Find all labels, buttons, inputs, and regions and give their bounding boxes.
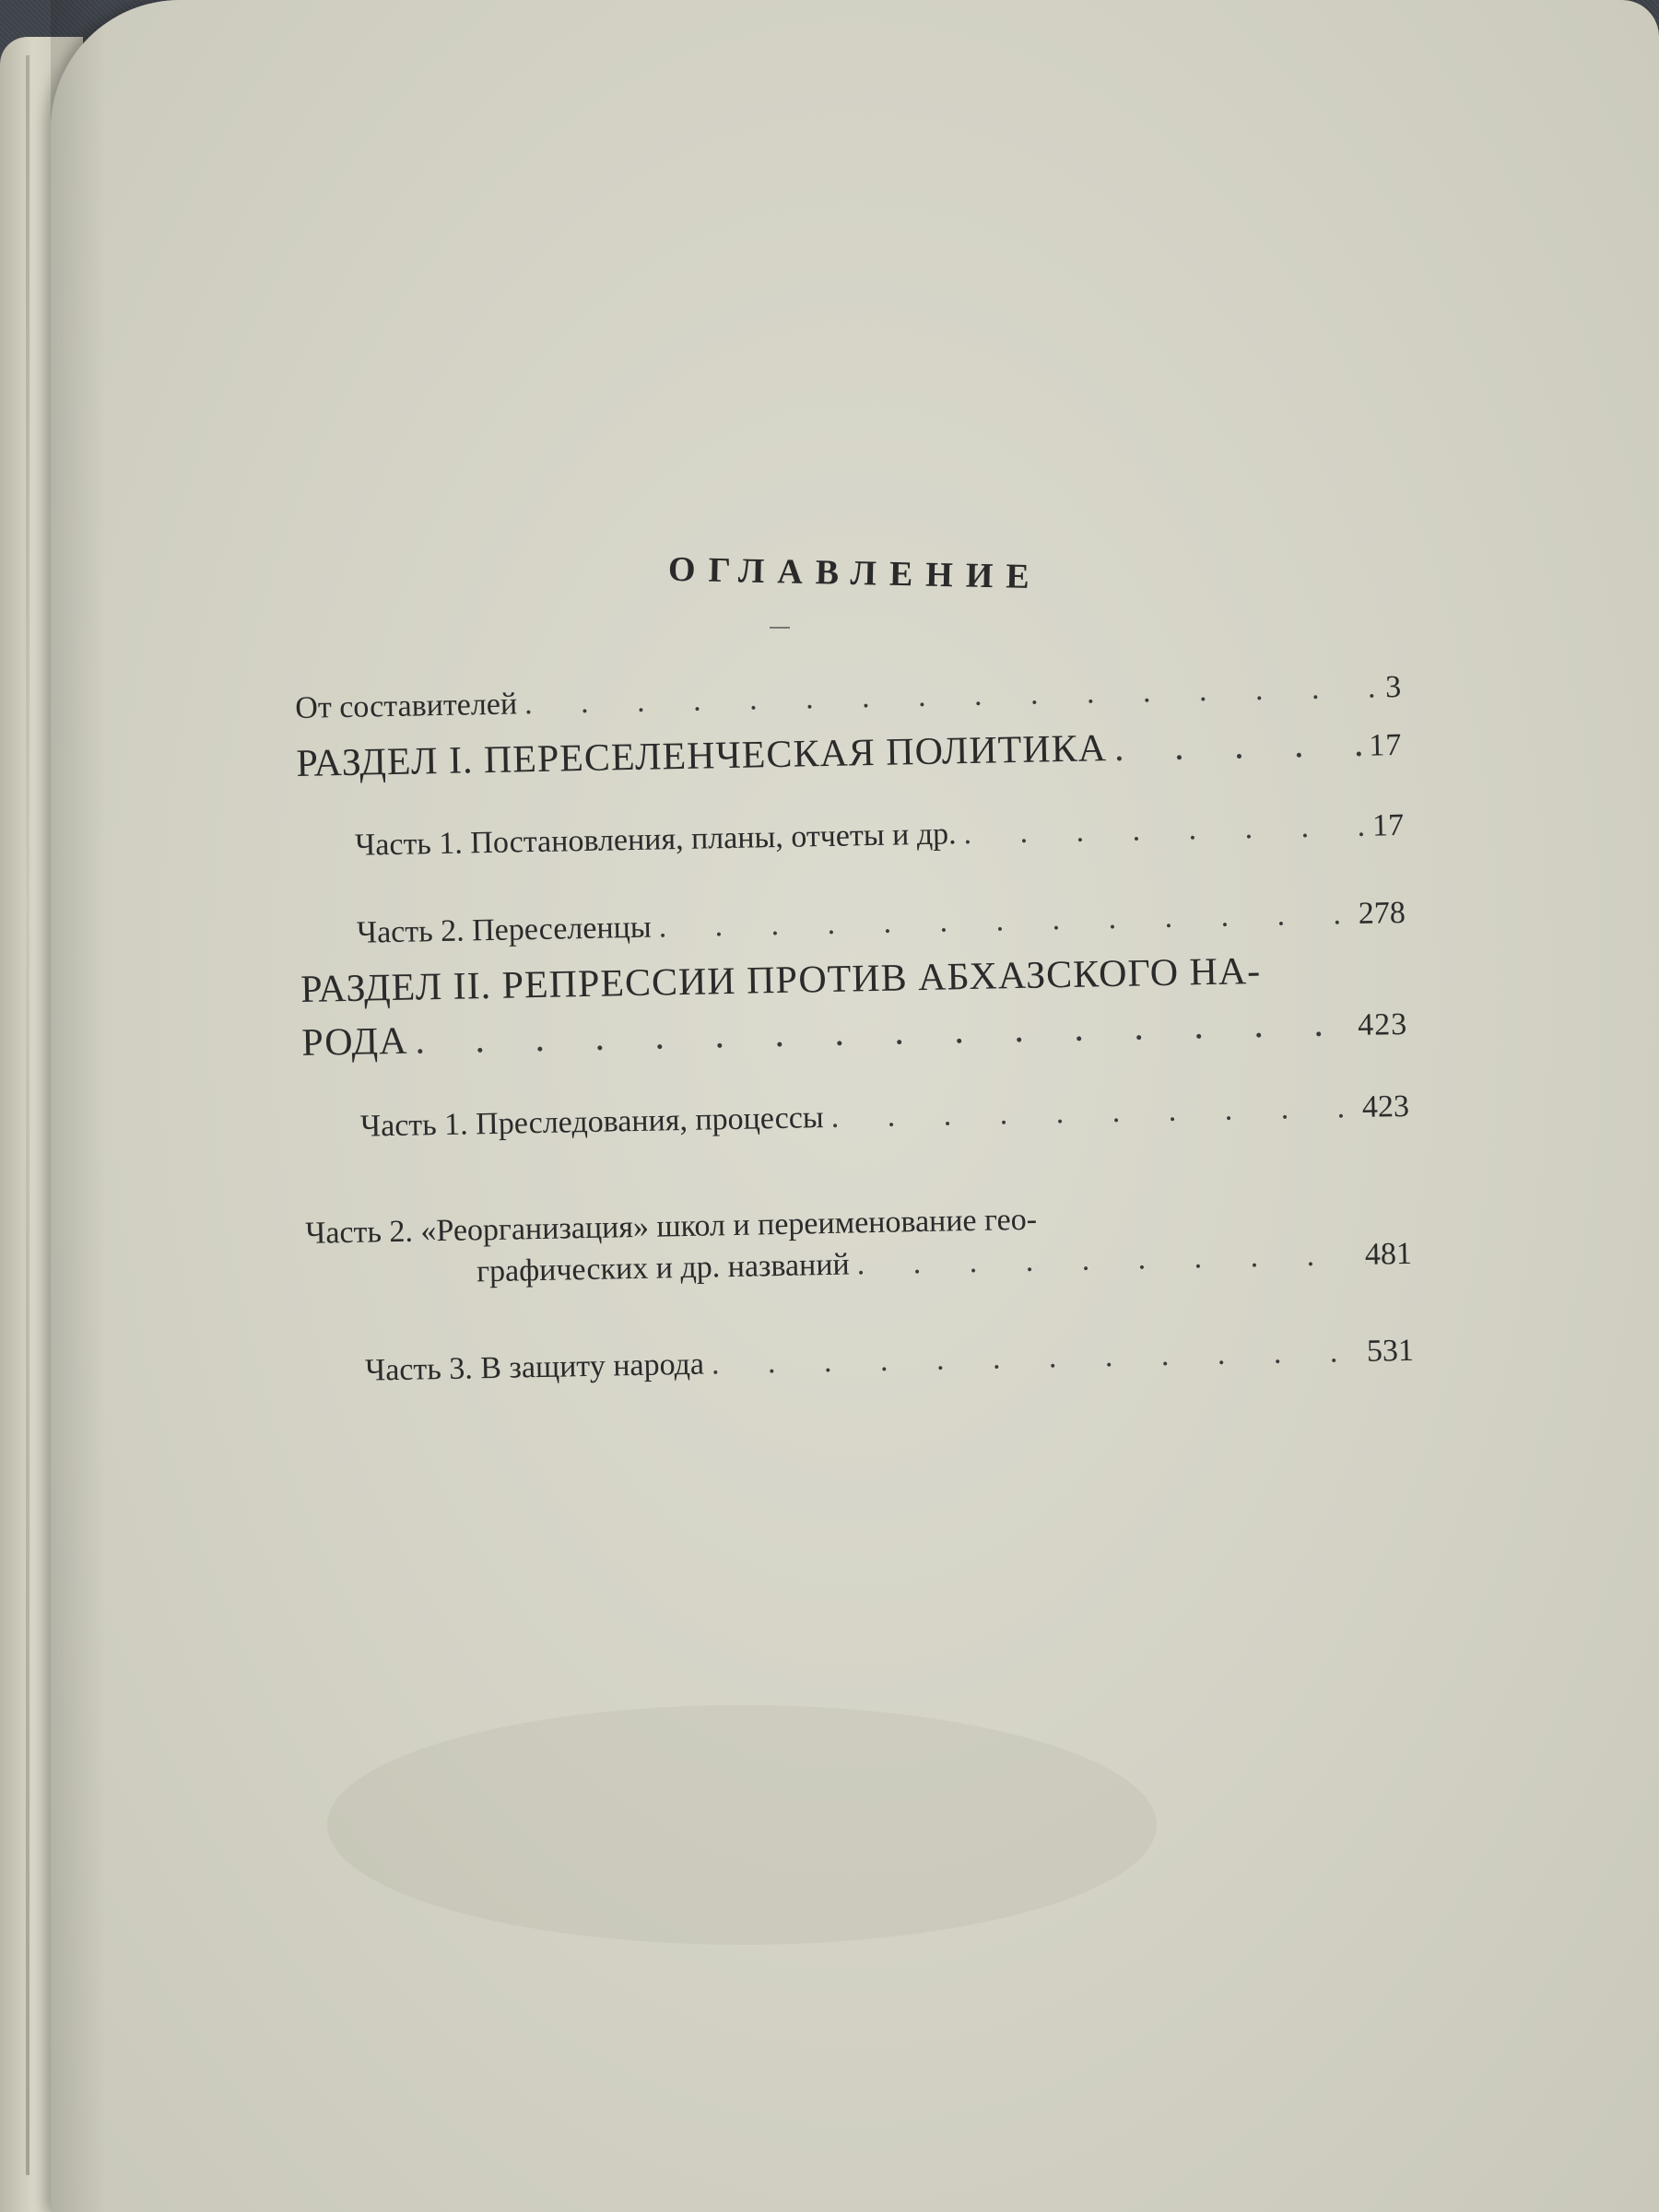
toc-entry-label: РАЗДЕЛ I. ПЕРЕСЕЛЕНЧЕСКАЯ ПОЛИТИКА [296, 727, 1108, 785]
toc-entry-label: графических и др. названий [476, 1247, 851, 1289]
leader-dots [407, 1001, 1359, 1064]
toc-entry-label: Часть 3. В защиту народа [364, 1347, 705, 1388]
leader-dots [704, 1335, 1368, 1382]
toc-entry-compilers [295, 670, 1402, 726]
toc-entry-section-2-line1: РАЗДЕЛ II. РЕПРЕССИИ ПРОТИВ АБХАЗСКОГО НА- [300, 949, 1262, 1011]
spine-binding-line [26, 55, 29, 2175]
toc-entry-label: Часть 1. Преследования, процессы [359, 1100, 825, 1144]
toc-entry-page: 423 [1361, 1088, 1410, 1124]
toc-entry-page: 17 [1371, 807, 1405, 843]
toc-entry-part-2-3 [365, 1334, 1415, 1389]
page-bleed-through [327, 1705, 1157, 1945]
toc-entry-label: РОДА [300, 1019, 408, 1065]
toc-entry-label: Часть 2. Переселенцы [356, 910, 652, 950]
toc-entry-page: 3 [1384, 669, 1402, 705]
toc-entry-label: Часть 1. Постановления, планы, отчеты и др. [354, 817, 957, 863]
toc-entry-part-1-1 [355, 808, 1405, 864]
toc-title: ОГЛАВЛЕНИЕ [667, 549, 1043, 597]
leader-dots [1107, 722, 1370, 771]
leader-dots [517, 670, 1386, 722]
toc-entry-part-1-2 [357, 896, 1406, 951]
toc-entry-part-2-2-line1: Часть 2. «Реорганизация» школ и переименование гео- [304, 1202, 1038, 1251]
toc-entry-page: 481 [1364, 1236, 1413, 1272]
toc-entry-section-1 [296, 721, 1403, 786]
toc-entry-page: 17 [1368, 727, 1403, 763]
title-underline-mark [770, 627, 790, 629]
leader-dots [956, 809, 1372, 853]
toc-entry-page: 278 [1358, 895, 1406, 931]
leader-dots [823, 1090, 1362, 1135]
toc-entry-part-2-1 [360, 1089, 1410, 1145]
leader-dots [651, 897, 1359, 946]
leader-dots [849, 1238, 1365, 1283]
toc-entry-label: От составителей [295, 687, 518, 725]
toc-entry-page: 423 [1357, 1006, 1408, 1042]
table-of-contents [295, 669, 1438, 1388]
toc-entry-section-2 [301, 1000, 1408, 1065]
toc-entry-page: 531 [1366, 1333, 1415, 1369]
book-page [51, 0, 1659, 2212]
